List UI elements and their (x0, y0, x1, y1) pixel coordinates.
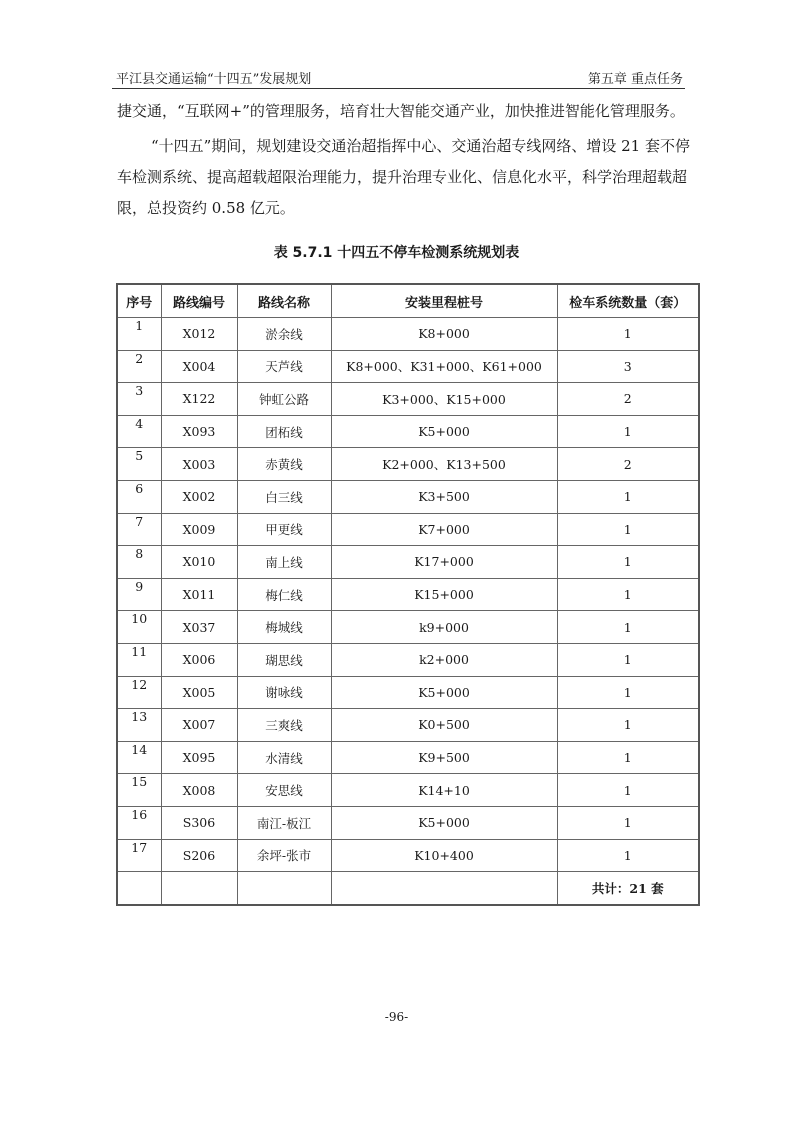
cell-stake-number: K17+000 (331, 546, 557, 579)
cell-route-name: 梅仁线 (237, 578, 331, 611)
cell-stake-number: K5+000 (331, 806, 557, 839)
cell-route-name: 谢咏线 (237, 676, 331, 709)
body-paragraph-1: 捷交通，“互联网+”的管理服务，培育壮大智能交通产业，加快推进智能化管理服务。 (117, 102, 685, 120)
cell-route-name: 瑚思线 (237, 643, 331, 676)
cell-stake-number: K0+500 (331, 709, 557, 742)
page-header (112, 68, 685, 89)
cell-route-name: 南江-板江 (237, 806, 331, 839)
cell-index: 6 (117, 480, 161, 513)
cell-index: 16 (117, 806, 161, 839)
body-paragraph-2: “十四五”期间，规划建设交通治超指挥中心、交通治超专线网络、增设 21 套不停车检测系统、提高超载超限治理能力，提升治理专业化、信息化水平，科学治理超载超限，总投资约 0.58 亿元。 (117, 137, 690, 217)
cell-route-name: 水清线 (237, 741, 331, 774)
cell-route-code: X004 (161, 350, 237, 383)
cell-index: 7 (117, 513, 161, 546)
cell-route-code: S206 (161, 839, 237, 872)
cell-system-count: 1 (557, 643, 699, 676)
cell-system-count: 1 (557, 480, 699, 513)
cell-route-name: 余坪-张市 (237, 839, 331, 872)
cell-stake-number: K10+400 (331, 839, 557, 872)
cell-stake-number: K5+000 (331, 676, 557, 709)
cell-stake-number: K3+500 (331, 480, 557, 513)
cell-system-count: 1 (557, 839, 699, 872)
cell-route-code: X009 (161, 513, 237, 546)
cell-system-count: 3 (557, 350, 699, 383)
column-header-system-count: 检车系统数量（套） (557, 284, 699, 318)
cell-index: 10 (117, 611, 161, 644)
cell-index: 14 (117, 741, 161, 774)
cell-system-count: 1 (557, 774, 699, 807)
column-header-route-code: 路线编号 (161, 284, 237, 318)
cell-route-code: X005 (161, 676, 237, 709)
table-row (117, 383, 699, 416)
cell-index: 17 (117, 839, 161, 872)
cell-index: 3 (117, 383, 161, 416)
cell-route-name: 天芦线 (237, 350, 331, 383)
column-header-index: 序号 (117, 284, 161, 318)
cell-route-code: X010 (161, 546, 237, 579)
cell-stake-number: K14+10 (331, 774, 557, 807)
cell-stake-number: K8+000 (331, 318, 557, 351)
cell-route-name: 甲更线 (237, 513, 331, 546)
cell-route-name: 三爽线 (237, 709, 331, 742)
cell-index: 5 (117, 448, 161, 481)
cell-stake-number: K3+000、K15+000 (331, 383, 557, 416)
total-cell-empty (237, 872, 331, 905)
cell-system-count: 2 (557, 448, 699, 481)
cell-route-code: X007 (161, 709, 237, 742)
cell-route-code: S306 (161, 806, 237, 839)
cell-system-count: 1 (557, 709, 699, 742)
table-total-row (117, 872, 699, 905)
cell-route-code: X012 (161, 318, 237, 351)
table-header-row (117, 284, 699, 318)
cell-stake-number: k2+000 (331, 643, 557, 676)
table-row (117, 741, 699, 774)
column-header-route-name: 路线名称 (237, 284, 331, 318)
column-header-stake-number: 安装里程桩号 (331, 284, 557, 318)
cell-index: 13 (117, 709, 161, 742)
cell-route-code: X095 (161, 741, 237, 774)
table-row (117, 806, 699, 839)
table-row (117, 448, 699, 481)
cell-index: 8 (117, 546, 161, 579)
cell-route-code: X037 (161, 611, 237, 644)
cell-system-count: 1 (557, 806, 699, 839)
cell-route-name: 南上线 (237, 546, 331, 579)
total-count-cell: 共计：21 套 (557, 872, 699, 905)
cell-system-count: 1 (557, 578, 699, 611)
table-body (117, 318, 699, 905)
cell-index: 11 (117, 643, 161, 676)
table-row (117, 350, 699, 383)
cell-route-code: X093 (161, 415, 237, 448)
cell-stake-number: K7+000 (331, 513, 557, 546)
table-row (117, 415, 699, 448)
cell-route-code: X008 (161, 774, 237, 807)
table-row (117, 578, 699, 611)
cell-route-code: X011 (161, 578, 237, 611)
detection-system-plan-table (116, 283, 700, 906)
header-chapter-title: 第五章 重点任务 (587, 72, 683, 87)
table-caption: 表 5.7.1 十四五不停车检测系统规划表 (273, 245, 520, 261)
table-row (117, 774, 699, 807)
cell-route-name: 梅城线 (237, 611, 331, 644)
cell-index: 1 (117, 318, 161, 351)
cell-stake-number: K15+000 (331, 578, 557, 611)
cell-route-name: 团柘线 (237, 415, 331, 448)
cell-route-code: X006 (161, 643, 237, 676)
cell-system-count: 1 (557, 611, 699, 644)
cell-route-name: 钟虹公路 (237, 383, 331, 416)
cell-stake-number: k9+000 (331, 611, 557, 644)
cell-stake-number: K9+500 (331, 741, 557, 774)
cell-system-count: 1 (557, 318, 699, 351)
table-row (117, 709, 699, 742)
table-row (117, 676, 699, 709)
cell-route-name: 安思线 (237, 774, 331, 807)
cell-system-count: 1 (557, 513, 699, 546)
cell-system-count: 1 (557, 741, 699, 774)
header-document-title: 平江县交通运输“十四五”发展规划 (116, 72, 312, 87)
total-cell-empty (161, 872, 237, 905)
table-row (117, 546, 699, 579)
cell-index: 9 (117, 578, 161, 611)
cell-system-count: 2 (557, 383, 699, 416)
cell-index: 15 (117, 774, 161, 807)
cell-route-code: X002 (161, 480, 237, 513)
cell-system-count: 1 (557, 546, 699, 579)
cell-index: 12 (117, 676, 161, 709)
cell-route-name: 白三线 (237, 480, 331, 513)
cell-system-count: 1 (557, 415, 699, 448)
cell-index: 2 (117, 350, 161, 383)
cell-route-name: 淤余线 (237, 318, 331, 351)
table-row (117, 480, 699, 513)
cell-system-count: 1 (557, 676, 699, 709)
table-row (117, 611, 699, 644)
cell-route-code: X003 (161, 448, 237, 481)
table-row (117, 513, 699, 546)
table-row (117, 643, 699, 676)
total-cell-empty (117, 872, 161, 905)
cell-route-code: X122 (161, 383, 237, 416)
cell-stake-number: K5+000 (331, 415, 557, 448)
table-row (117, 318, 699, 351)
table-row (117, 839, 699, 872)
page-number: -96- (384, 1010, 409, 1024)
cell-route-name: 赤黄线 (237, 448, 331, 481)
total-cell-empty (331, 872, 557, 905)
cell-stake-number: K2+000、K13+500 (331, 448, 557, 481)
cell-index: 4 (117, 415, 161, 448)
cell-stake-number: K8+000、K31+000、K61+000 (331, 350, 557, 383)
